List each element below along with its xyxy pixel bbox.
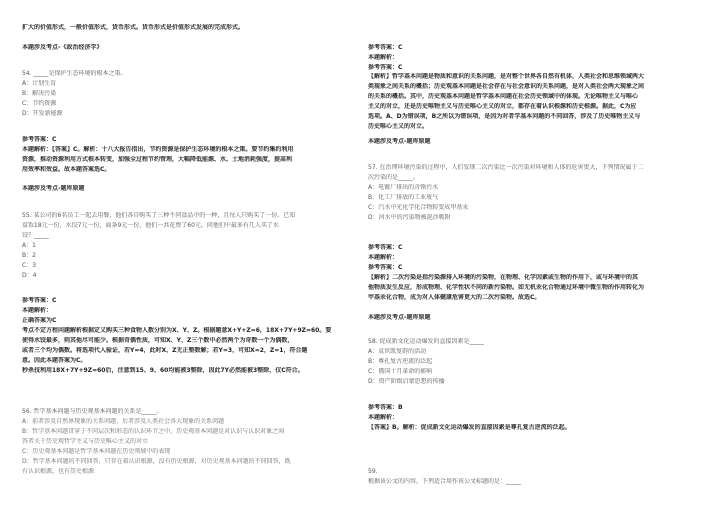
q58-stem: 58. 促成新文化运动爆发的直接因素是_____ (368, 338, 485, 345)
q56-analysis-line: 选项。A、D为错误项，B之所以为错误项，是因为对者学基本问题的不同回答，涉及了历史唯物主义与 (368, 113, 641, 120)
q54-option-c: C：节约资源 (22, 100, 57, 107)
q57-stem-line: 57. 在治理环境污染的过程中，人们发现二次污染比一次污染对环境和人体的危害更大，下列情况属于二 (368, 164, 644, 171)
q56-analysis-line: 历史唯心主义的对立。 (368, 123, 429, 130)
q56-analysis-line: 的关系的概括。其中，历史观基本问题是哲学基本问题在社会历史领域中的体现。无论唯物主义与唯心 (368, 93, 639, 100)
q54-analysis-line: 用效率和效益。故本题答案选C。 (22, 166, 111, 173)
q59-number: 59. (368, 468, 378, 475)
q56-analysis-line: 【解析】哲学基本问题是物质和意识的关系问题，是对整个世界各自然有机体，人类社会和思维领域两大 (368, 73, 645, 80)
q54-option-a: A：计划生育 (22, 80, 57, 87)
q57-option-a: A：电镀厂排出的含铬污水 (368, 184, 439, 191)
q57-option-b: B：化工厂排放的工业废气 (368, 194, 439, 201)
q56-option-d-cont: 有认识根源，也有历史根源 (22, 468, 95, 475)
q55-analysis-line: 考点不定方程问题解析根据定义购买三种食物人数分别为X、Y、Z。根据题意X+Y+Z=6，18X+7Y+9Z=60。要 (22, 327, 332, 334)
q58-answer: 参考答案：B (368, 404, 403, 411)
q54-answer: 参考答案：C (22, 136, 57, 143)
q57-analysis-label: 本题解析： (368, 254, 399, 261)
q54-option-d: D：开发新能源 (22, 110, 63, 117)
q55-stem-line: 盒饭18元一份，水饺7元一份，面条9元一份，他们一共花费了60元。问他们中最多有几人买了水 (22, 222, 279, 229)
q58-analysis-label: 本题解析： (368, 414, 399, 421)
q57-analysis-line: 【解析】二次污染是指污染源排入环境的污染物，在物理、化学因素或生物的作用下，或与环境中的其 (368, 274, 639, 281)
q55-analysis-line: 意。因此本题答案为C。 (22, 357, 87, 364)
q57-section: 本题涉及考点-题库原题 (368, 314, 431, 321)
q55-analysis-line: 或者三个均为偶数。将选项代入验证，若Y=4，此时X、Z无正整数解；若Y=3，可知X=2，Z=1，符合题 (22, 347, 308, 354)
section-label: 本题涉及考点-《政治经济学》 (22, 44, 103, 51)
q55-correct-answer: 正确答案为C (22, 317, 57, 324)
q58-option-c: C：俄国十月革命的影响 (368, 368, 433, 375)
q57-option-c: C：汽水中光化学化合物转变成甲基汞 (368, 204, 469, 211)
q57-analysis-line: 甲基汞化合物，成为对人体健康危害更大的二次污染物。故选C。 (368, 294, 541, 301)
q55-analysis-label: 本题解析： (22, 307, 53, 314)
q56-analysis-label: 本题解析： (368, 54, 399, 61)
q58-analysis: 【答案】B。解析：促成新文化运动爆发的直接因素是尊孔复古逆流的泛起。 (368, 424, 571, 431)
q56-option-b-cont: 答者关于历史观哲学主义与历史唯心主义的对立 (22, 438, 149, 445)
q55-option-d: D：4 (22, 272, 37, 279)
q55-analysis-line: 使得水饺最多，则其他尽可能少。根据奇偶性质，可知X、Y、Z三个数中必然两个为奇数一个为偶数， (22, 337, 294, 344)
q59-stem: 根据该公文的内容，下列适合用作该公文标题的是：_____ (368, 478, 522, 485)
q57-stem-line: 次污染的是_____。 (368, 174, 420, 181)
q56-answer-repeat: 参考答案：C (368, 64, 403, 71)
q57-option-d: D：河水中的污染物被泥沙吸附 (368, 214, 451, 221)
q54-section: 本题涉及考点-题库原题 (22, 185, 85, 192)
q56-option-d: D：哲学基本问题的不同回答，只存在着认识根源，没有历史根源，对历史观基本问题的不同回答，既 (22, 458, 291, 465)
q55-stem-line: 饺？_____ (22, 232, 50, 239)
q54-stem: 54. _____是保护生态环境的根本之策。 (22, 70, 127, 77)
q55-answer: 参考答案：C (22, 297, 57, 304)
q56-section: 本题涉及考点-题库原题 (368, 138, 431, 145)
q55-option-c: C：3 (22, 262, 37, 269)
q55-stem-line: 55. 某公司的6名员工一起去用餐，他们各自购买了三种不同食品中的一种，且每人只购买了一份。已知 (22, 212, 296, 219)
q56-answer: 参考答案：C (368, 44, 403, 51)
q56-option-c: C：历史观基本问题是哲学基本问题在历史领域中的表现 (22, 448, 171, 455)
q54-option-b: B：解决污染 (22, 90, 57, 97)
q57-answer: 参考答案：C (368, 244, 403, 251)
q55-option-b: B：2 (22, 252, 36, 259)
q54-analysis-line: 本题解析：【答案】C。解析：十八大报告指出，节约资源是保护生态环境的根本之策。要节约集约利用 (22, 146, 294, 153)
q57-analysis-line: 他物质发生反应，形成物理、化学性状不同的新污染物。如无机汞化合物通过环境中微生物的作用转化为 (368, 284, 645, 291)
top-text-line: 扩大的价值形式，一般价值形式，货币形式。货币形式是价值形式发展的完成形式。 (22, 24, 245, 31)
q58-option-b: B：尊孔复古逆流的泛起 (368, 358, 433, 365)
q56-analysis-line: 类现象之间关系的概括；历史观基本问题是社会存在与社会意识的关系问题，是对人类社会两大现象之间 (368, 83, 645, 90)
q56-analysis-line: 主义的对立，还是历史唯物主义与历史唯心主义的对立，都存在着认识根源和历史根源。据此，C为应 (368, 103, 637, 110)
q56-option-b: B：哲学基本问题贯穿于不同层次和形态的认识环节之中，历史观基本问题是对认识与认识对象之间 (22, 428, 285, 435)
q58-option-d: D：资产阶级启蒙思想的传播 (368, 378, 445, 385)
q58-option-a: A：袁世凯复辟的活动 (368, 348, 427, 355)
q55-analysis-line: 秒杀技利用18X+7Y+9Z=60后，注意到15、9、60均能被3整除，因此7Y必然能被3整除，仅C符合。 (22, 367, 304, 374)
q55-option-a: A：1 (22, 242, 36, 249)
q57-answer-repeat: 参考答案：C (368, 264, 403, 271)
q54-analysis-line: 资源，推动资源利用方式根本转变，加强全过程节约管理，大幅降低能源、水、土地消耗强度，提高利 (22, 156, 293, 163)
q56-option-a: A：前者涉及自然界现象的关系问题，后者涉及人类社会各大现象的关系问题 (22, 418, 225, 425)
q56-stem: 56. 哲学基本问题与历史观基本问题的关系是_____。 (22, 408, 163, 415)
